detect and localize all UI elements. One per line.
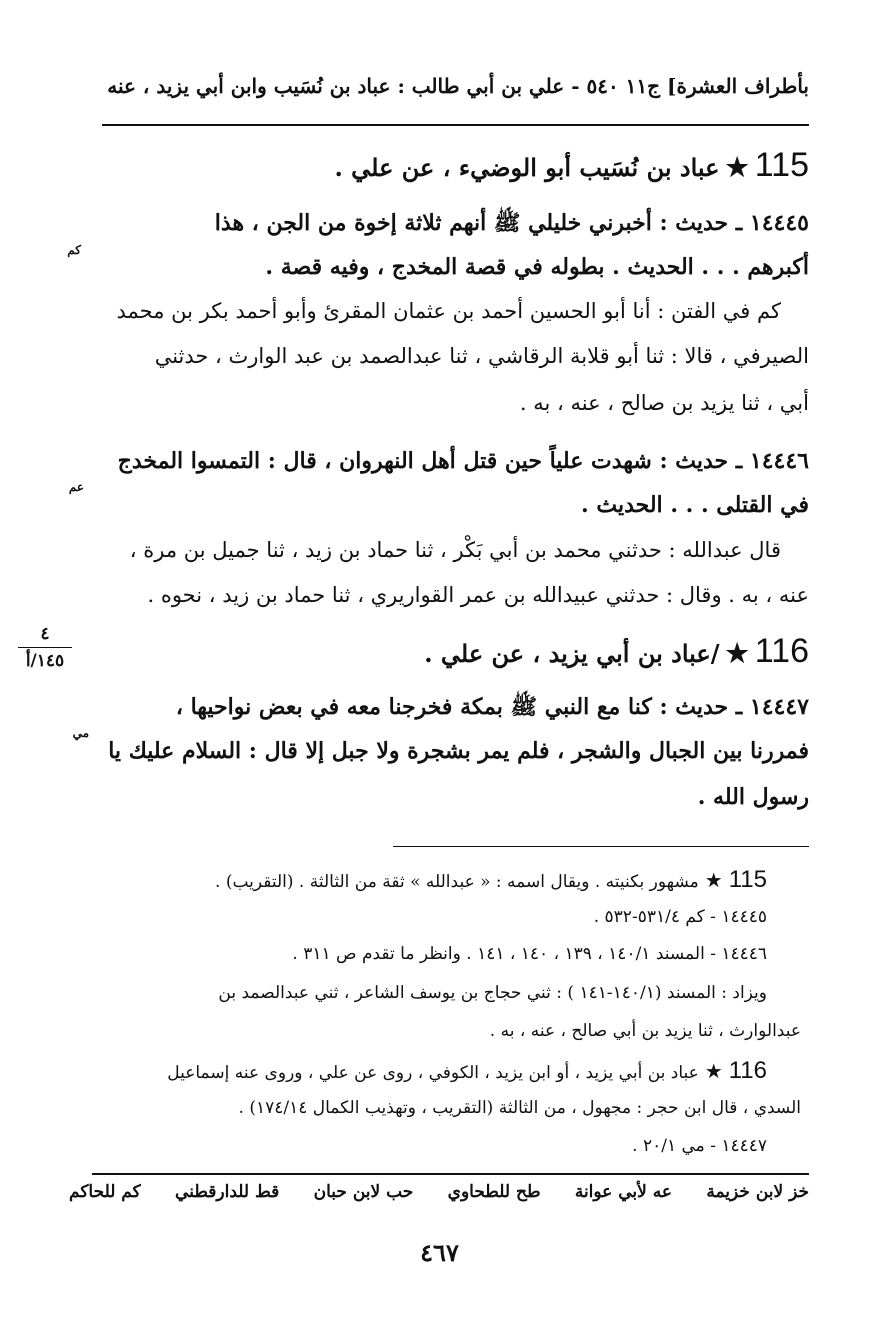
footnote-14446: ١٤٤٤٦ - المسند ١٤٠/١ ، ١٣٩ ، ١٤٠ ، ١٤١ . وانظر ما تقدم ص ٣١١ . — [292, 944, 767, 964]
star-icon: ★ — [725, 639, 749, 669]
abbreviation-item: عه لأبي عوانة — [574, 1182, 673, 1202]
folio-leaf: ١٤٥/أ — [25, 651, 65, 671]
abbreviation-item: قط للدارقطني — [175, 1182, 280, 1202]
hadith-14445-isnad-1: كم في الفتن : أنا أبو الحسين أحمد بن عثمان المقرئ وأبو أحمد بكر بن محمد — [116, 299, 781, 323]
footnote-14447: ١٤٤٤٧ - مي ٢٠/١ . — [632, 1136, 767, 1156]
abbreviations-key — [69, 1182, 809, 1202]
hadith-14445-gloss: كم — [67, 243, 81, 257]
footnote-14445: ١٤٤٤٥ - كم ٥٣١/٤-٥٣٢ . — [593, 907, 767, 927]
hadith-14446-line-1: ١٤٤٤٦ ـ حديث : شهدت علياً حين قتل أهل النهروان ، قال : التمسوا المخدج — [117, 448, 809, 474]
footnote-number: 116 — [728, 1057, 767, 1084]
footnote-additions-1: ويزاد : المسند (١٤٠/١-١٤١ ) : ثني حجاج بن يوسف الشاعر ، ثني عبدالصمد بن — [218, 983, 767, 1003]
hadith-14445-line-2: أكبرهم . . . الحديث . بطوله في قصة المخدج ، وفيه قصة . — [265, 254, 809, 280]
hadith-14445-isnad-3: أبي ، ثنا يزيد بن صالح ، عنه ، به . — [519, 391, 809, 415]
footnote-115 — [97, 866, 767, 894]
footnote-text: عباد بن أبي يزيد ، أو ابن يزيد ، الكوفي ، روى عن علي ، وروى عنه إسماعيل — [167, 1063, 699, 1083]
abbreviation-item: طح للطحاوي — [447, 1182, 541, 1202]
footnote-text: مشهور بكنيته . ويقال اسمه : « عبدالله » ثقة من الثالثة . (التقريب) . — [215, 872, 699, 892]
entry-116-heading — [89, 634, 809, 668]
abbreviations-rule — [92, 1173, 809, 1175]
folio-number: ٤ — [40, 624, 50, 644]
entry-115-heading — [89, 148, 809, 182]
abbreviation-item: كم للحاكم — [69, 1182, 141, 1202]
page-number: ٤٦٧ — [420, 1238, 459, 1267]
footnote-additions-2: عبدالوارث ، ثنا يزيد بن أبي صالح ، عنه ، به . — [489, 1021, 801, 1041]
hadith-14447-line-3: رسول الله . — [697, 784, 809, 810]
entry-title: /عباد بن أبي يزيد ، عن علي . — [424, 639, 720, 668]
hadith-14447-gloss: مي — [72, 726, 89, 740]
hadith-14445-line-1: ١٤٤٤٥ ـ حديث : أخبرني خليلي ﷺ أنهم ثلاثة إخوة من الجن ، هذا — [214, 210, 809, 236]
header-rule — [102, 124, 809, 126]
folio-divider — [18, 647, 72, 648]
hadith-14446-isnad-1: قال عبدالله : حدثني محمد بن أبي بَكْر ، ثنا حماد بن زيد ، ثنا جميل بن مرة ، — [129, 538, 781, 562]
star-icon: ★ — [725, 153, 749, 183]
folio-margin-note — [18, 624, 72, 671]
entry-title: عباد بن نُسَيب أبو الوضيء ، عن علي . — [334, 153, 720, 182]
running-header: بأطراف العشرة] ج١١ ٥٤٠ - علي بن أبي طالب : عباد بن نُسَيب وابن أبي يزيد ، عنه — [107, 74, 809, 98]
entry-number: 116 — [754, 632, 809, 670]
hadith-14446-isnad-2: عنه ، به . وقال : حدثني عبيدالله بن عمر القواريري ، ثنا حماد بن زيد ، نحوه . — [147, 583, 809, 607]
entry-number: 115 — [754, 146, 809, 184]
footnote-number: 115 — [728, 866, 767, 893]
footnote-116 — [97, 1057, 767, 1085]
hadith-14447-line-1: ١٤٤٤٧ ـ حديث : كنا مع النبي ﷺ بمكة فخرجنا معه في بعض نواحيها ، — [175, 694, 809, 720]
footnote-rule — [393, 846, 809, 847]
star-icon: ★ — [704, 868, 723, 892]
hadith-14446-gloss: عم — [68, 480, 84, 494]
star-icon: ★ — [704, 1059, 723, 1083]
hadith-14447-line-2: فمررنا بين الجبال والشجر ، فلم يمر بشجرة ولا جبل إلا قال : السلام عليك يا — [108, 738, 809, 764]
hadith-14446-line-2: في القتلى . . . الحديث . — [581, 492, 809, 518]
hadith-14445-isnad-2: الصيرفي ، قالا : ثنا أبو قلابة الرقاشي ، ثنا عبدالصمد بن عبد الوارث ، حدثني — [154, 344, 809, 368]
footnote-116-continued: السدي ، قال ابن حجر : مجهول ، من الثالثة (التقريب ، وتهذيب الكمال ١٧٤/١٤) . — [238, 1098, 801, 1118]
abbreviation-item: خز لابن خزيمة — [706, 1182, 809, 1202]
abbreviation-item: حب لابن حبان — [313, 1182, 414, 1202]
